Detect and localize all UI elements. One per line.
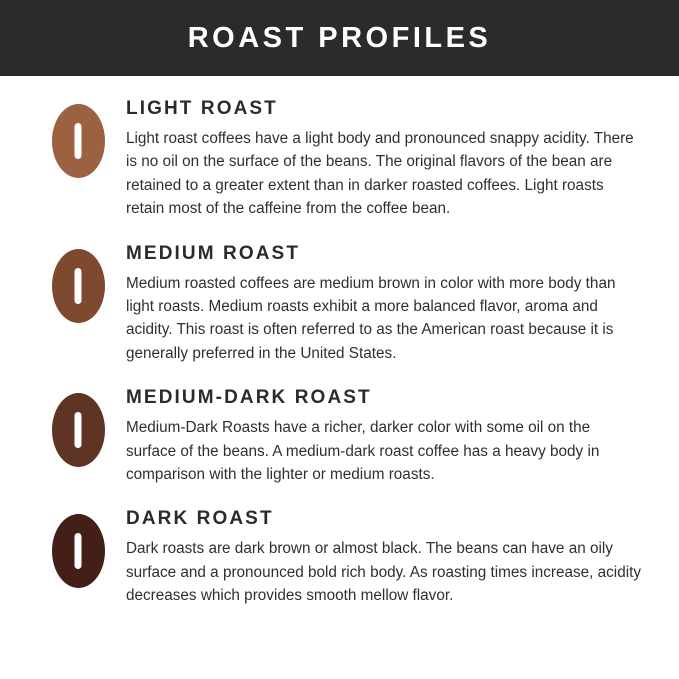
roast-title: LIGHT ROAST: [126, 98, 278, 119]
coffee-bean-icon: [52, 393, 105, 467]
bean-illustration-wrap: [30, 98, 126, 178]
list-item: [30, 387, 649, 486]
roast-description: Dark roasts are dark brown or almost black. The beans can have an oily surface and a pronounced bold rich body. As roasting times increase, acidity decreases which provides smooth mellow flavor.: [126, 540, 641, 605]
page-title: ROAST PROFILES: [187, 21, 492, 54]
bean-slit: [75, 412, 82, 448]
coffee-bean-icon: [52, 514, 105, 588]
roast-text-column: [126, 508, 649, 607]
bean-illustration-wrap: [30, 508, 126, 588]
bean-illustration-wrap: [30, 243, 126, 323]
roast-text-column: [126, 387, 649, 486]
roast-description: Light roast coffees have a light body and pronounced snappy acidity. There is no oil on the surface of the beans. The original flavors of the bean are retained to a greater extent than in darker roasted coffees. Light roasts retain most of the caffeine from the coffee bean.: [126, 130, 634, 218]
bean-slit: [75, 533, 82, 569]
bean-illustration-wrap: [30, 387, 126, 467]
coffee-bean-icon: [52, 104, 105, 178]
roast-title: MEDIUM ROAST: [126, 242, 301, 264]
roast-description: Medium roasted coffees are medium brown in color with more body than light roasts. Medium roasts exhibit a more balanced flavor, aroma and acidity. This roast is often referred to as the American roast because it is generally preferred in the United States.: [126, 274, 616, 362]
roast-description: Medium-Dark Roasts have a richer, darker color with some oil on the surface of the beans. A medium-dark roast coffee has a heavy body in comparison with the lighter or medium roasts.: [126, 419, 600, 483]
list-item: [30, 508, 649, 607]
roast-text-column: [126, 243, 649, 366]
roast-title: MEDIUM-DARK ROAST: [126, 387, 372, 409]
page-header: [0, 0, 679, 76]
coffee-bean-icon: [52, 249, 105, 323]
roast-list: [0, 76, 679, 607]
roast-title: DARK ROAST: [126, 508, 274, 530]
bean-slit: [75, 123, 82, 159]
roast-text-column: [126, 98, 649, 221]
list-item: [30, 98, 649, 221]
bean-slit: [75, 268, 82, 304]
list-item: [30, 243, 649, 366]
